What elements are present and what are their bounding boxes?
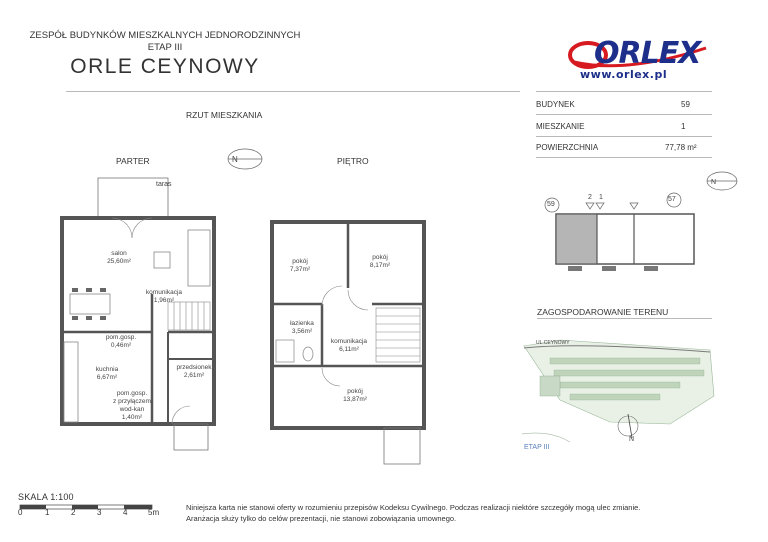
scale-tick-0: 0 — [18, 508, 23, 517]
room-bathroom: łazienka 3,56m² — [290, 320, 314, 335]
info-value-building: 59 — [681, 100, 690, 109]
key-label-57: 57 — [668, 196, 676, 203]
room-salon: salon 25,60m² — [107, 250, 131, 265]
compass-icon — [225, 146, 265, 172]
site-north-label: N — [629, 436, 635, 443]
scale-tick-1: 1 — [45, 508, 50, 517]
scale-tick-5: 5m — [148, 508, 160, 517]
room-upper-2: pokój 8,17m² — [369, 254, 391, 269]
orlex-logo — [566, 38, 716, 83]
scale-bar — [18, 504, 168, 512]
room-upper-3: pokój 13,87m² — [343, 388, 367, 403]
header-line1: ZESPÓŁ BUDYNKÓW MIESZKALNYCH JEDNORODZINNYCH — [29, 30, 301, 41]
scale-tick-3: 3 — [97, 508, 102, 517]
info-label-building: BUDYNEK — [536, 100, 575, 109]
info-label-apartment: MIESZKANIE — [536, 122, 585, 131]
site-stage-label: ETAP III — [524, 444, 550, 451]
svg-text:N: N — [711, 179, 717, 186]
scale-title: SKALA 1:100 — [18, 492, 74, 502]
scale-tick-2: 2 — [71, 508, 76, 517]
info-value-area: 77,78 m² — [665, 143, 697, 152]
info-label-area: POWIERZCHNIA — [536, 143, 599, 152]
building-key — [540, 190, 712, 280]
info-rule — [536, 157, 712, 158]
project-name: ORLE CEYNOWY — [70, 55, 260, 78]
room-utility-small: pom.gosp. 0,46m² — [105, 334, 137, 349]
key-label-1: 1 — [599, 194, 603, 201]
room-upper-1: pokój 7,37m² — [289, 258, 311, 273]
site-rule — [537, 318, 712, 319]
disclaimer-line1: Niniejsza karta nie stanowi oferty w rozumieniu przepisów Kodeksu Cywilnego. Podczas realizacji niektóre szczegóły mogą ulec zmianie. — [186, 503, 641, 512]
room-utility-water: pom.gosp. z przyłączem wod-kan 1,40m² — [113, 390, 151, 421]
site-title: ZAGOSPODAROWANIE TERENU — [537, 307, 669, 317]
room-communication-upper: komunikacja 6,11m² — [330, 338, 368, 353]
header-rule-right — [536, 91, 712, 92]
key-label-59: 59 — [547, 201, 555, 208]
logo-brand: ORLEX — [594, 36, 701, 71]
floor-label-upper: PIĘTRO — [337, 156, 369, 166]
compass-small-icon — [704, 170, 740, 192]
disclaimer-line2: Aranżacja służy tylko do celów prezentacji, nie stanowi zobowiązania umownego. — [186, 514, 457, 523]
site-street-label: UL.CEYNOWY — [536, 340, 570, 346]
key-label-2: 2 — [588, 194, 592, 201]
header-line2: ETAP III — [147, 42, 183, 53]
room-kitchen: kuchnia 6,67m² — [95, 366, 119, 381]
header-rule-left — [66, 91, 520, 92]
floor-label-ground: PARTER — [116, 156, 150, 166]
svg-text:N: N — [232, 155, 238, 164]
plan-title: RZUT MIESZKANIA — [186, 110, 263, 120]
logo-url: www.orlex.pl — [580, 68, 668, 81]
info-value-apartment: 1 — [681, 122, 686, 131]
terrace-label: taras — [156, 181, 172, 188]
scale-tick-4: 4 — [123, 508, 128, 517]
room-communication-ground: komunikacja 1,96m² — [145, 289, 183, 304]
info-rule — [536, 136, 712, 137]
room-vestibule: przedsionek 2,61m² — [176, 364, 212, 379]
disclaimer — [186, 502, 716, 524]
info-rule — [536, 114, 712, 115]
